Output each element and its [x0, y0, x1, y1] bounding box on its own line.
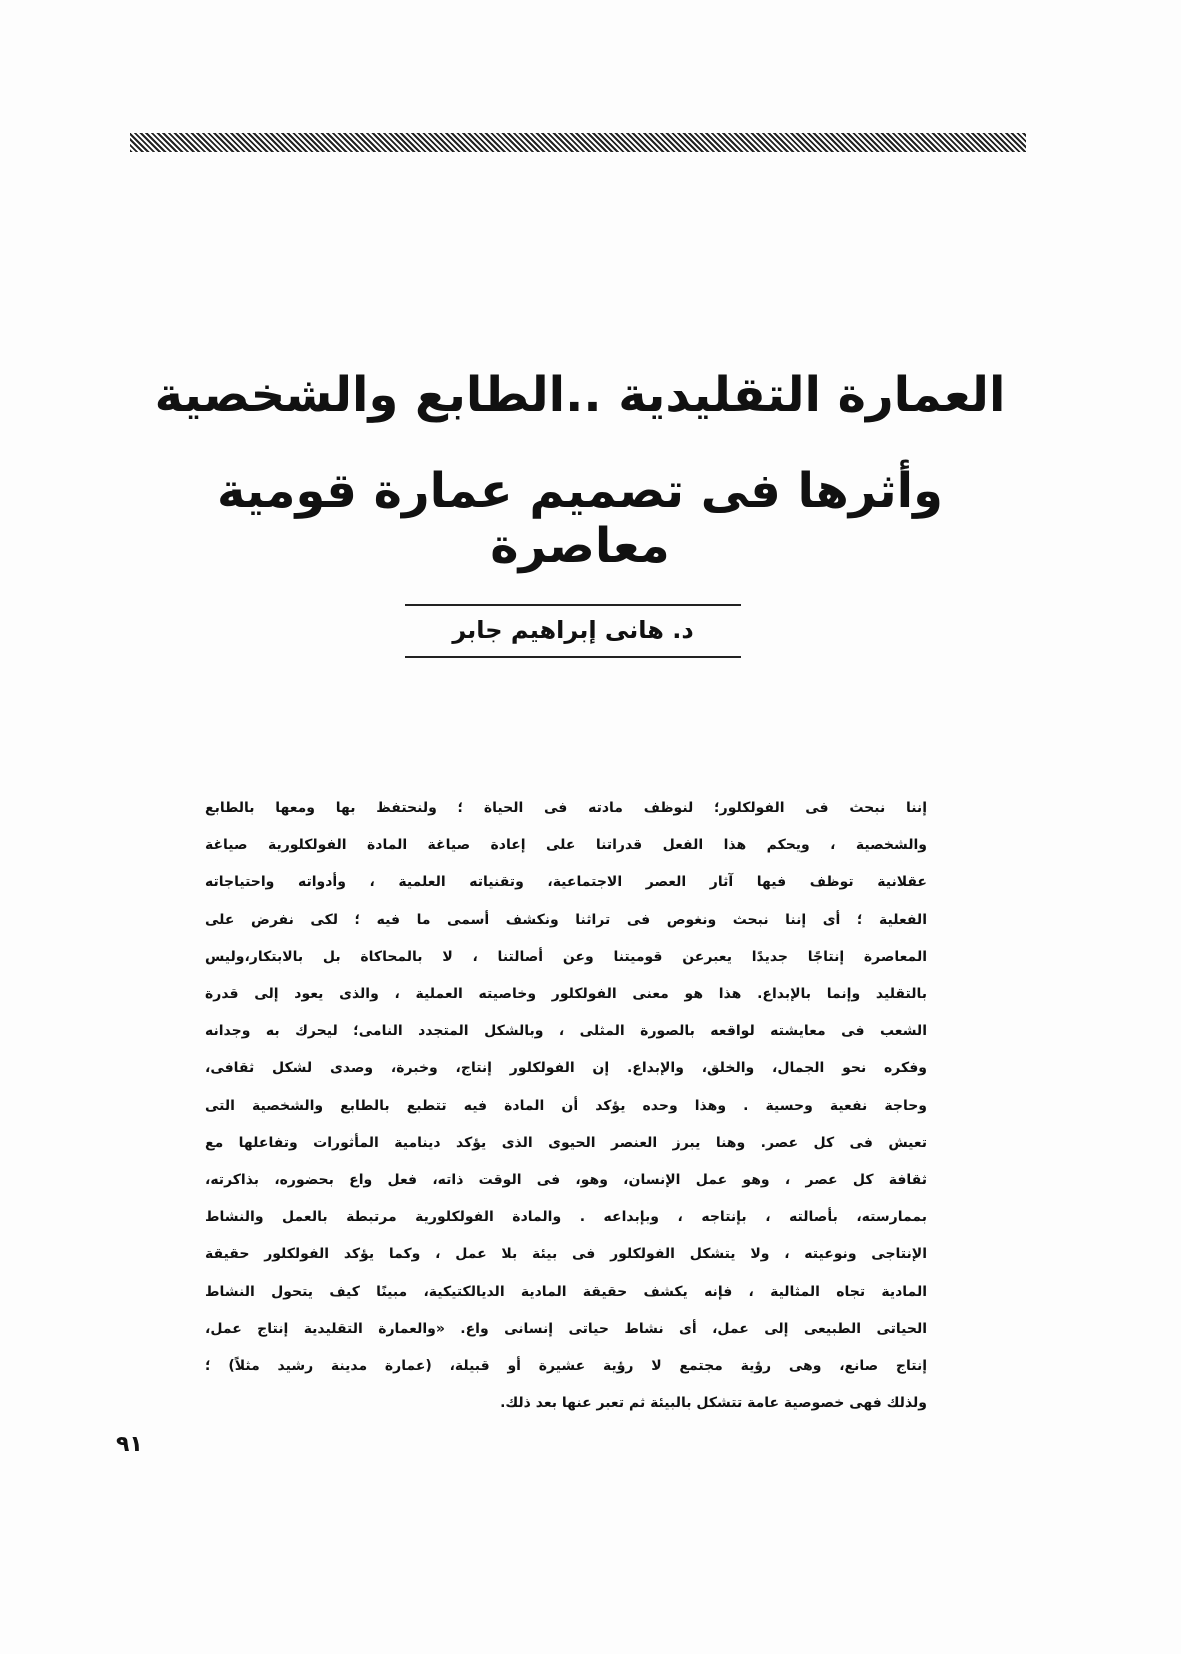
body-line: والشخصية ، ويحكم هذا الفعل قدراتنا على إعادة صياغة المادة الفولكلورية صياغة: [205, 837, 927, 854]
body-line: وحاجة نفعية وحسية . وهذا وحده يؤكد أن المادة فيه تتطبع بالطابع والشخصية التى: [205, 1097, 927, 1114]
body-line: المادية تجاه المثالية ، فإنه يكشف حقيقة المادية الديالكتيكية، مبينًا كيف يتحول النشاط: [205, 1283, 927, 1300]
body-line: الشعب فى معايشته لواقعه بالصورة المثلى ، وبالشكل المتجدد النامى؛ ليحرك به وجدانه: [205, 1023, 927, 1040]
body-line: ولذلك فهى خصوصية عامة تتشكل بالبيئة ثم تعبر عنها بعد ذلك.: [500, 1395, 927, 1412]
body-line: عقلانية توظف فيها آثار العصر الاجتماعية، وتقنياته العلمية ، وأدواته واحتياجاته: [205, 874, 927, 891]
article-title-line-1: العمارة التقليدية ..الطابع والشخصية: [154, 367, 1006, 423]
decorative-hatched-bar: [130, 133, 1026, 152]
body-line: بالتقليد وإنما بالإبداع. هذا هو معنى الفولكلور وخاصيته العملية ، والذى يعود إلى قدرة: [205, 986, 927, 1003]
body-line: بممارسته، بأصالته ، بإنتاجه ، وبإبداعه . والمادة الفولكلورية مرتبطة بالعمل والنشاط: [205, 1209, 927, 1226]
page-number: ٩١: [116, 1432, 143, 1457]
author-top-rule: [405, 604, 741, 606]
body-line: الفعلية ؛ أى إننا نبحث ونغوص فى تراثنا ونكشف أسمى ما فيه ؛ لكى نفرض على: [205, 911, 927, 928]
author-bottom-rule: [405, 656, 741, 658]
body-line: ثقافة كل عصر ، وهو عمل الإنسان، وهو، فى الوقت ذاته، فعل واع بحضوره، بذاكرته،: [205, 1172, 927, 1189]
body-line: إننا نبحث فى الفولكلور؛ لنوظف مادته فى الحياة ؛ ولنحتفظ بها ومعها بالطابع: [205, 800, 927, 816]
author-name: د. هانى إبراهيم جابر: [452, 616, 694, 644]
body-line: إنتاج صانع، وهى رؤية مجتمع لا رؤية عشيرة أو قبيلة، (عمارة مدينة رشيد مثلاً) ؛: [205, 1358, 927, 1375]
article-body: [205, 790, 927, 1422]
body-line: الإنتاجى ونوعيته ، ولا يتشكل الفولكلور فى بيئة بلا عمل ، وكما يؤكد الفولكلور حقيقة: [205, 1246, 927, 1263]
body-line: وفكره نحو الجمال، والخلق، والإبداع. إن الفولكلور إنتاج، وخبرة، وصدى لشكل ثقافى،: [205, 1060, 927, 1077]
body-line: تعيش فى كل عصر. وهنا يبرز العنصر الحيوى الذى يؤكد دينامية المأثورات وتفاعلها مع: [205, 1134, 927, 1151]
article-title-line-2: وأثرها فى تصميم عمارة قومية معاصرة: [217, 463, 943, 575]
body-line: المعاصرة إنتاجًا جديدًا يعبرعن قوميتنا وعن أصالتنا ، لا بالمحاكاة بل بالابتكار،وليس: [205, 948, 927, 965]
body-line: الحياتى الطبيعى إلى عمل، أى نشاط حياتى إنسانى واع. «والعمارة التقليدية إنتاج عمل،: [205, 1320, 927, 1337]
